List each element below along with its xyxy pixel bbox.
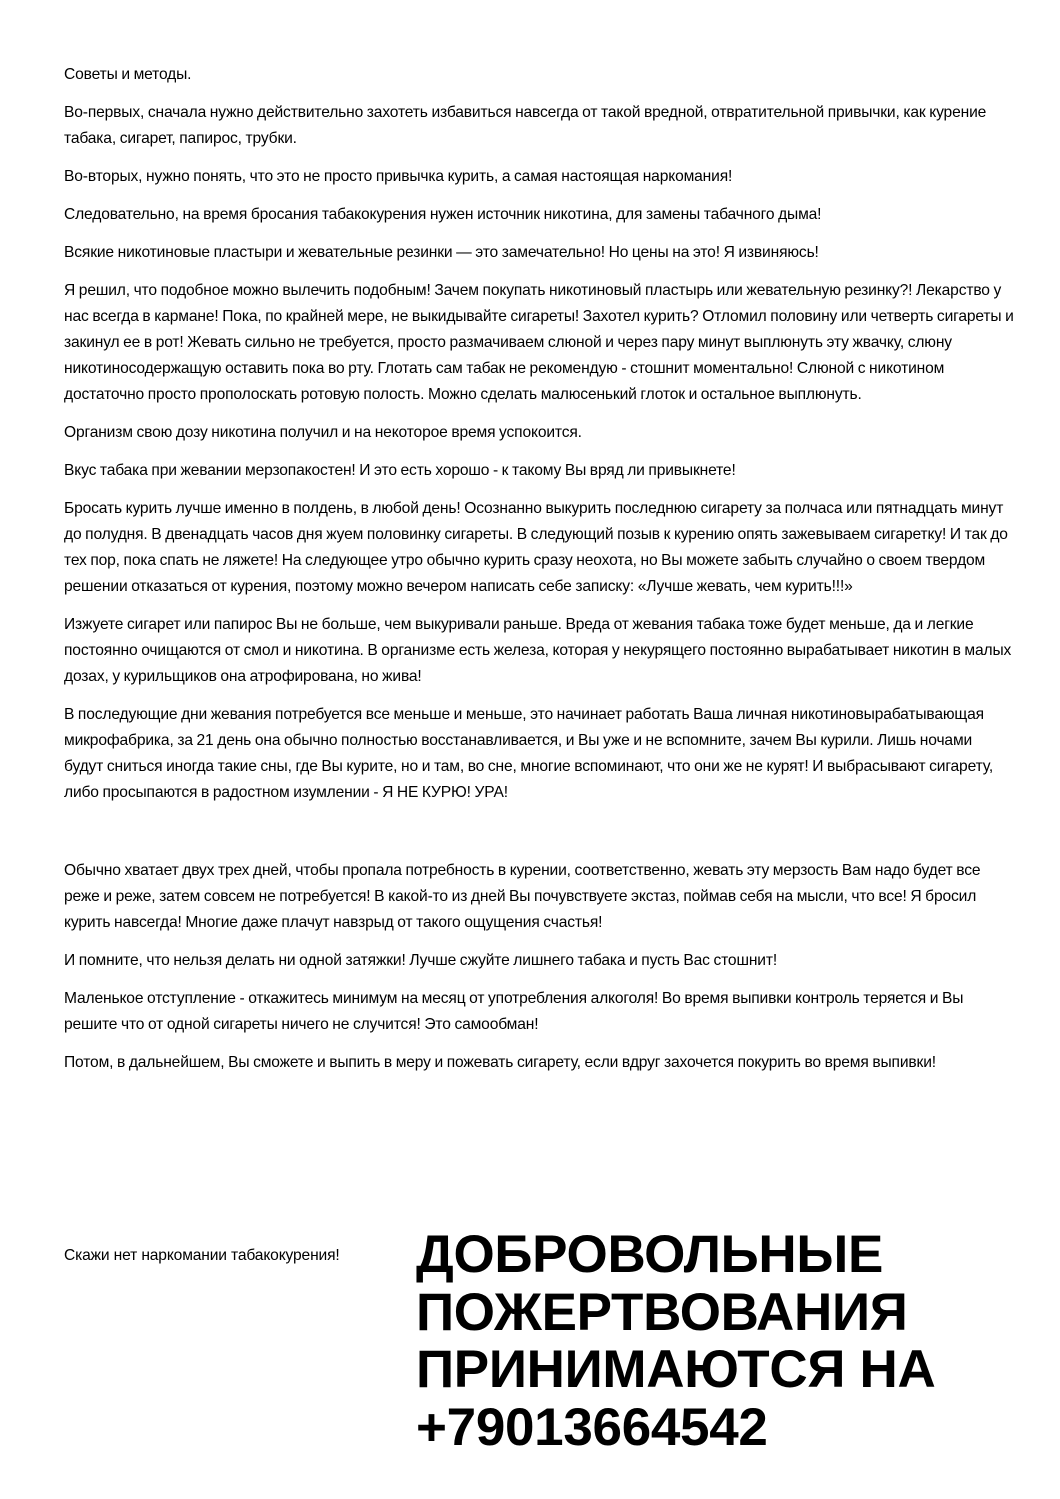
document-body [64,62,1014,1088]
paragraph-two-three-days: Обычно хватает двух трех дней, чтобы пропала потребность в курении, соответственно, жевать эту мерзость Вам надо будет все реже и реже, затем совсем не потребуется! В какой-то из дней Вы почувствуете экстаз, поймав себя на мысли, что все! Я бросил курить навсегда! Многие даже плачут навзрыд от такого ощущения счастья! [64,862,981,931]
donation-line-voluntary: ДОБРОВОЛЬНЫЕ [416,1225,884,1284]
paragraph-following-days: В последующие дни жевания потребуется все меньше и меньше, это начинает работать Ваша личная никотиновырабатывающая микрофабрика, за 21 день она обычно полностью восстанавливается, и Вы уже и не вспомните, зачем Вы курили. Лишь ночами будут сниться иногда такие сны, где Вы курите, но и там, во сне, многие вспоминают, что они же не курят! И выбрасывают сигарету, либо просыпаются в радостном изумлении - Я НЕ КУРЮ! УРА! [64,706,994,801]
paragraph-later: Потом, в дальнейшем, Вы сможете и выпить в меру и пожевать сигарету, если вдруг захочется покурить во время выпивки! [64,1054,936,1071]
closing-slogan: Скажи нет наркомании табакокурения! [64,1247,340,1264]
paragraph-alcohol: Маленькое отступление - откажитесь минимум на месяц от употребления алкоголя! Во время выпивки контроль теряется и Вы решите что от одной сигареты ничего не случится! Это самообман! [64,990,964,1033]
document-title: Советы и методы. [64,66,192,83]
paragraph-nicotine-source: Следовательно, на время бросания табакокурения нужен источник никотина, для замены табачного дыма! [64,206,822,223]
paragraph-taste: Вкус табака при жевании мерзопакостен! И это есть хорошо - к такому Вы вряд ли привыкнете! [64,462,736,479]
paragraph-harm: Изжуете сигарет или папирос Вы не больше, чем выкуривали раньше. Вреда от жевания табака тоже будет меньше, да и легкие постоянно очищаются от смол и никотина. В организме есть железа, которая у некурящего постоянно вырабатывает никотин в малых дозах, у курильщиков она атрофирована, но жива! [64,616,1012,685]
blank-gap [64,818,1014,858]
paragraph-second-step: Во-вторых, нужно понять, что это не просто привычка курить, а самая настоящая наркомания! [64,168,733,185]
paragraph-method: Я решил, что подобное можно вылечить подобным! Зачем покупать никотиновый пластырь или жевательную резинку?! Лекарство у нас всегда в кармане! Пока, по крайней мере, не выкидывайте сигареты! Захотел курить? Отломил половину или четверть сигареты и закинул ее в рот! Жевать сильно не требуется, просто размачиваем слюной и через пару минут выплюнуть эту жвачку, слюну никотиносодержащую оставить пока во рту. Глотать сам табак не рекомендую - стошнит моментально! Слюной с никотином достаточно просто прополоскать ротовую полость. Можно сделать малюсенький глоток и остальное выплюнуть. [64,282,1014,403]
donation-line-donations: ПОЖЕРТВОВАНИЯ [416,1282,908,1342]
paragraph-no-puffs: И помните, что нельзя делать ни одной затяжки! Лучше сжуйте лишнего табака и пусть Вас стошнит! [64,952,778,969]
donation-notice [416,1226,936,1456]
paragraph-organism: Организм свою дозу никотина получил и на некоторое время успокоится. [64,424,582,441]
donation-line-accepted: ПРИНИМАЮТСЯ НА [416,1340,936,1399]
paragraph-first-step: Во-первых, сначала нужно действительно захотеть избавиться навсегда от такой вредной, отвратительной привычки, как курение табака, сигарет, папирос, трубки. [64,104,987,147]
paragraph-noon: Бросать курить лучше именно в полдень, в любой день! Осознанно выкурить последнюю сигарету за полчаса или пятнадцать минут до полудня. В двенадцать часов дня жуем половинку сигареты. В следующий позыв к курению опять зажевываем сигаретку! И так до тех пор, пока спать не ляжете! На следующее утро обычно курить сразу неохота, но Вы можете забыть случайно о своем твердом решении отказаться от курения, поэтому можно вечером написать себе записку: «Лучше жевать, чем курить!!!» [64,500,1008,595]
donation-phone-number: +79013664542 [416,1397,768,1457]
paragraph-patches-gum: Всякие никотиновые пластыри и жевательные резинки — это замечательно! Но цены на это! Я извиняюсь! [64,244,819,261]
